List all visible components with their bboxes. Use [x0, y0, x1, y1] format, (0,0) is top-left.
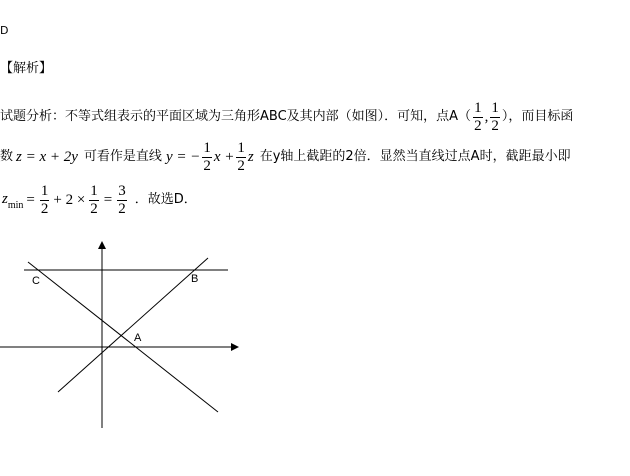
- label-b: B: [191, 273, 199, 285]
- term2-numerator: 1: [90, 182, 98, 199]
- zmin-symbol: [2, 191, 23, 209]
- x-plus: x +: [213, 149, 235, 165]
- analysis-line-2: [0, 137, 571, 177]
- coef2-numerator: 1: [237, 139, 245, 156]
- equals-1: =: [26, 192, 35, 208]
- point-a-y-numerator: 1: [491, 99, 499, 116]
- point-a-x-numerator: 1: [474, 99, 482, 116]
- label-c: C: [32, 275, 40, 287]
- line2-lead: 数: [0, 149, 14, 164]
- coef2-denominator: 2: [237, 157, 245, 174]
- section-title: 【解析】: [0, 61, 53, 76]
- ascending-boundary-line: [58, 258, 208, 392]
- point-a-y-fraction: [490, 100, 500, 135]
- result-denominator: 2: [118, 200, 126, 217]
- result-fraction: [117, 183, 127, 218]
- feasible-region-figure: [0, 236, 250, 436]
- term1-numerator: 1: [40, 182, 49, 199]
- line1-suffix: ），而目标函: [501, 109, 574, 124]
- z-variable: z: [247, 149, 254, 165]
- analysis-line-3: [2, 180, 197, 220]
- zmin-subscript: min: [7, 200, 24, 211]
- descending-boundary-line: [28, 262, 218, 412]
- point-a-y-denominator: 2: [491, 117, 499, 134]
- term2-fraction: [89, 183, 99, 218]
- point-comma: ,: [484, 109, 489, 125]
- point-a-x-denominator: 2: [474, 117, 482, 134]
- equals-2: =: [103, 192, 113, 208]
- coef1-numerator: 1: [203, 139, 211, 156]
- coef1-fraction: [202, 140, 212, 175]
- line3-tail: ．故选D．: [134, 192, 197, 207]
- objective-function: z = x + 2y: [16, 149, 78, 165]
- plus-two-times: + 2 ×: [53, 192, 86, 208]
- coef2-fraction: [236, 140, 246, 175]
- term2-denominator: 2: [90, 200, 98, 217]
- line2-mid: 可看作是直线: [83, 149, 162, 164]
- zmin-z: z: [2, 191, 8, 207]
- line1-prefix: 试题分析：不等式组表示的平面区域为三角形ABC及其内部（如图）．可知，点A（: [0, 109, 472, 124]
- term1-fraction: [40, 183, 50, 218]
- result-numerator: 3: [118, 182, 126, 199]
- line-eq-lhs: y = −: [165, 149, 201, 165]
- coef1-denominator: 2: [203, 157, 211, 174]
- analysis-line-1: [0, 97, 573, 137]
- label-a: A: [134, 332, 142, 344]
- term1-denominator: 2: [40, 200, 49, 217]
- answer-text: D: [0, 24, 9, 37]
- point-a-x-fraction: [473, 100, 483, 135]
- line2-tail: 在y轴上截距的2倍．显然当直线过点A时，截距最小即: [259, 149, 571, 164]
